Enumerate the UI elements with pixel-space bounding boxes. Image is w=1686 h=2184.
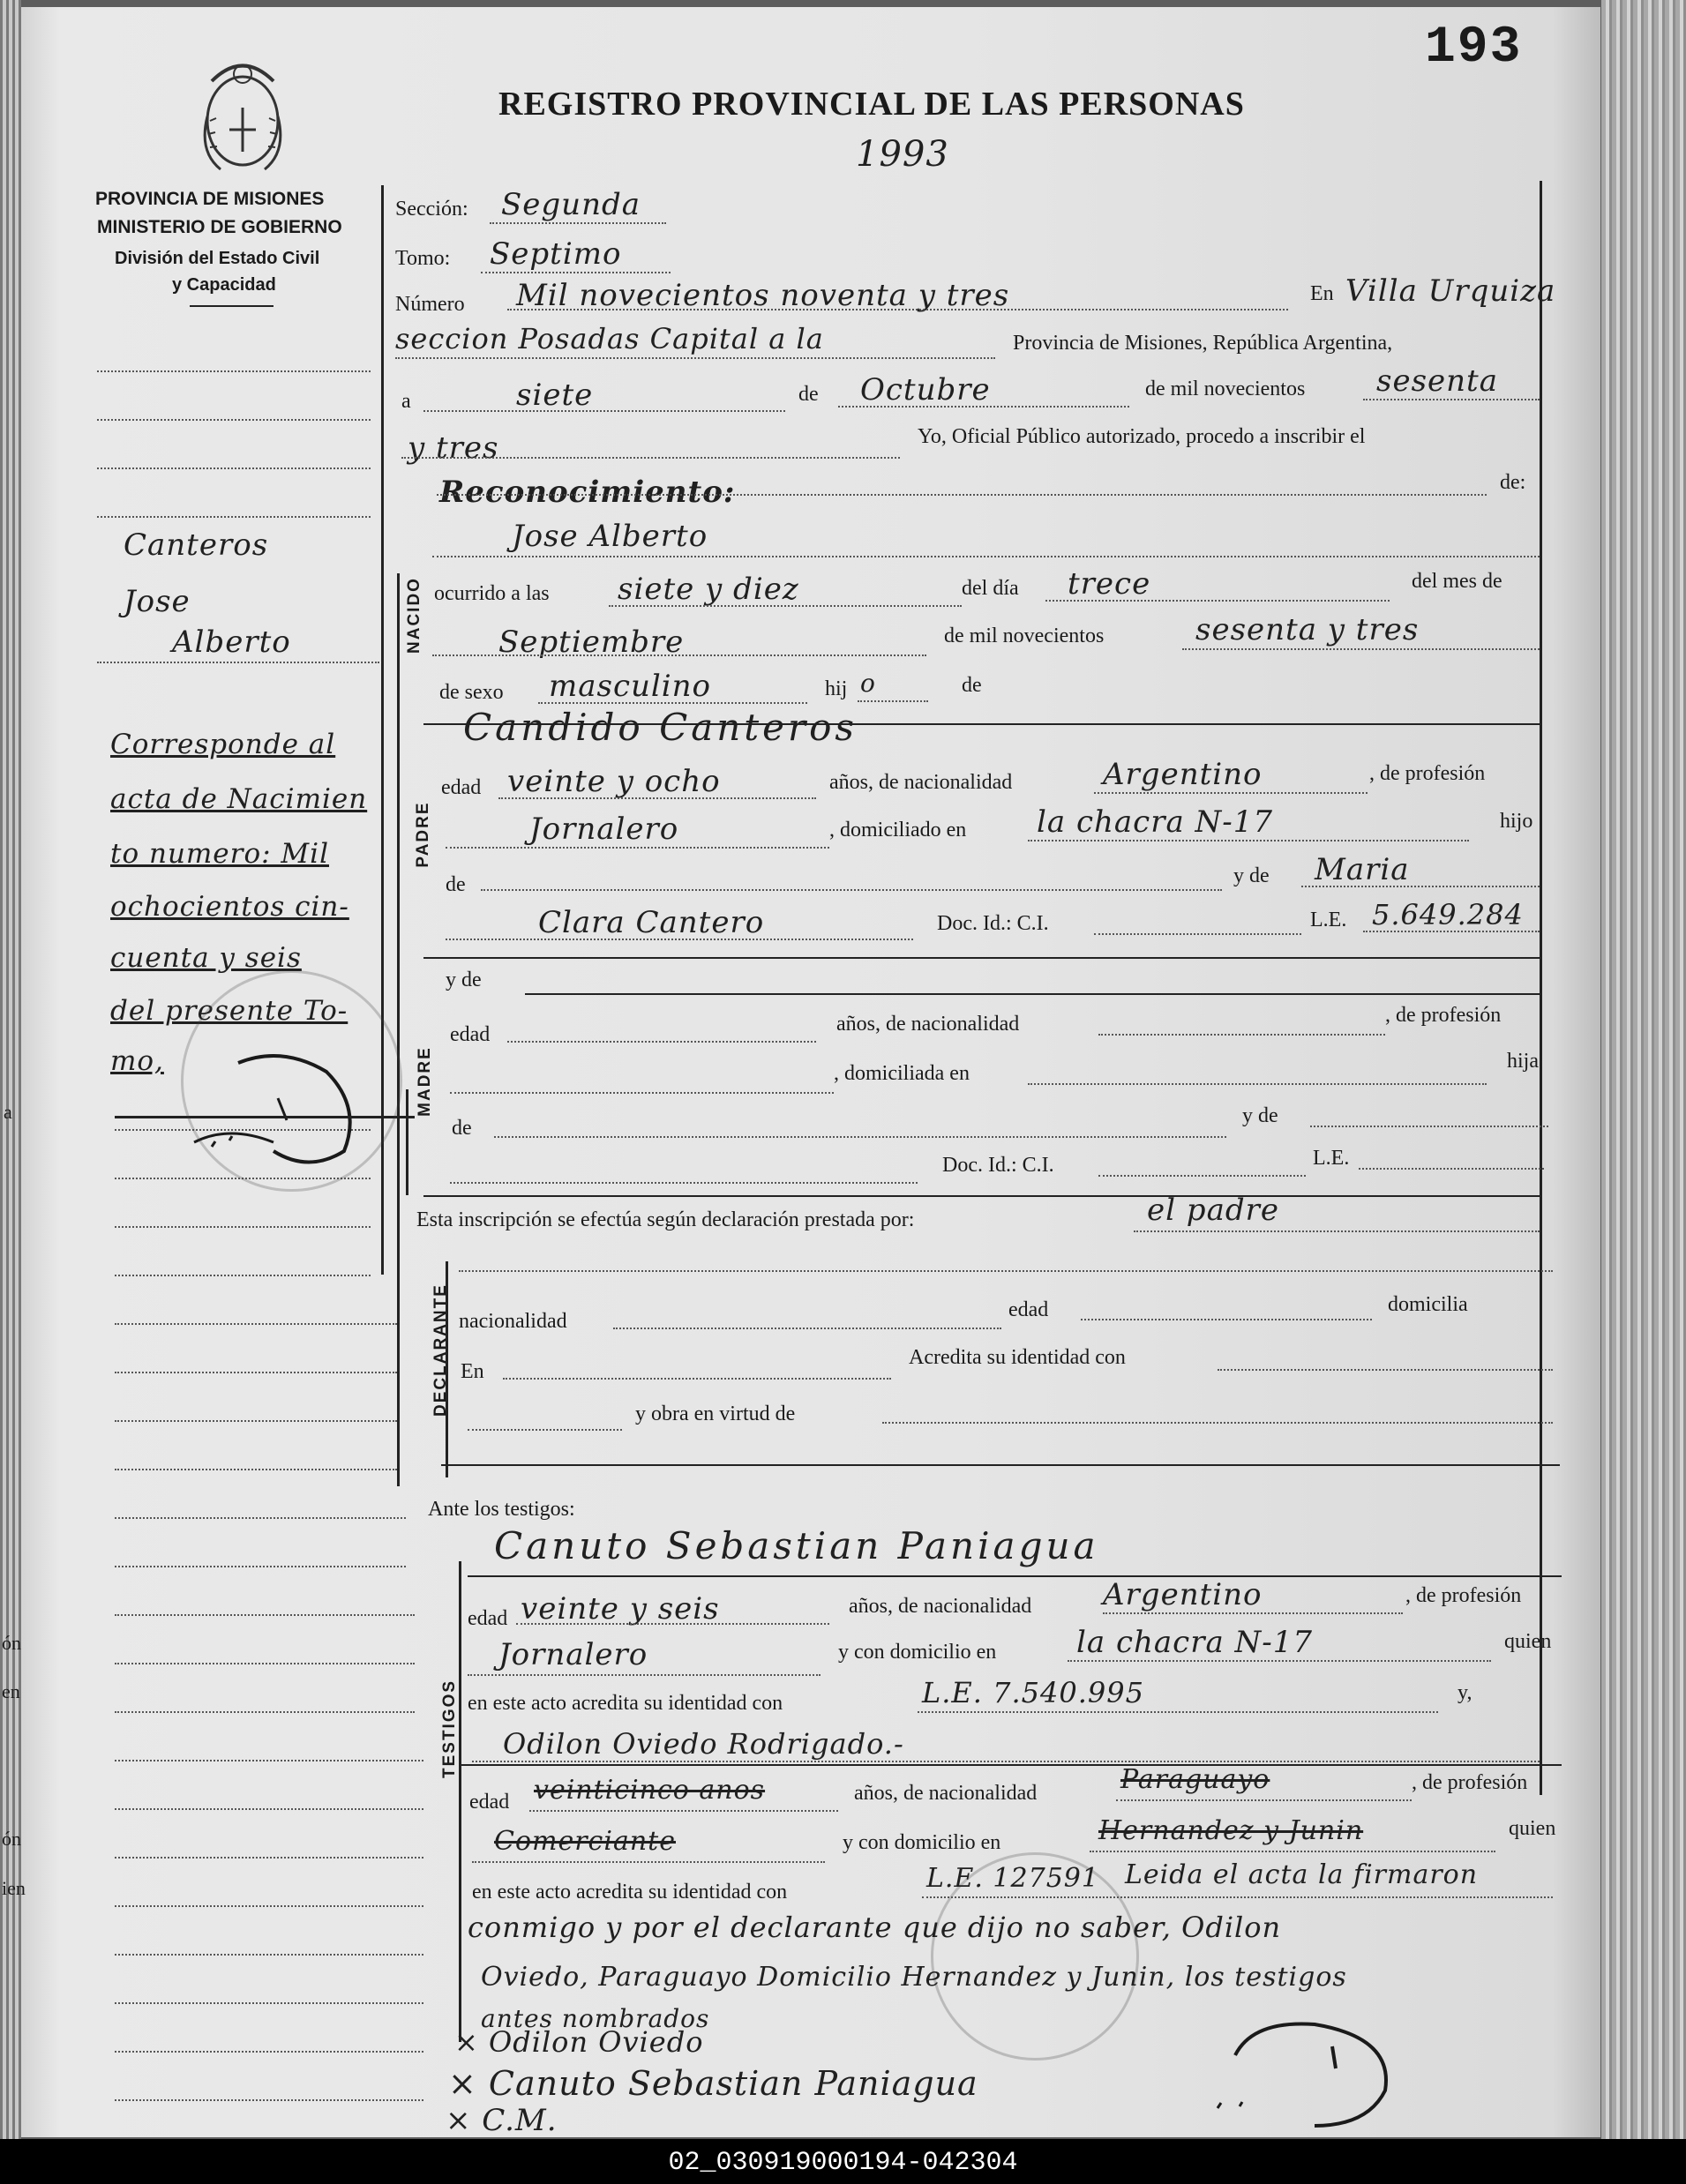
value-ano-b: y tres — [408, 430, 499, 466]
label-padre-nac: años, de nacionalidad — [829, 771, 1013, 794]
label-del-mes: del mes de — [1412, 570, 1502, 593]
section-label-madre: MADRE — [416, 1046, 434, 1117]
line-dec-nac — [613, 1328, 1001, 1329]
margin-note-line: ochocientos cin- — [110, 891, 349, 923]
value-t1-line2: Odilon Oviedo Rodrigado.- — [503, 1727, 904, 1761]
margin-line — [97, 662, 379, 663]
line-dec-edad — [1081, 1319, 1372, 1320]
margin-line — [115, 1954, 423, 1956]
section-label-padre: PADRE — [414, 801, 432, 868]
line-t1-doc — [918, 1711, 1438, 1713]
label-t1-edad: edad — [468, 1607, 508, 1630]
label-t2-quien: quien — [1509, 1817, 1556, 1840]
label-de-mil: de mil novecientos — [1145, 378, 1306, 400]
label-t1-quien: quien — [1504, 1630, 1552, 1653]
margin-line — [115, 1275, 371, 1276]
testigos-border — [459, 1561, 461, 2042]
label-madre-doc-id: Doc. Id.: C.I. — [942, 1154, 1054, 1177]
label-dec-en: En — [461, 1360, 484, 1383]
value-t1-doc: L.E. 7.540.995 — [922, 1676, 1144, 1709]
label-yo-oficial: Yo, Oficial Público autorizado, procedo a inscribir el — [918, 425, 1366, 448]
line-madre-nac — [1098, 1034, 1385, 1036]
line-padre-dom — [1028, 840, 1469, 841]
margin-line — [115, 1614, 415, 1616]
line-t1-edad — [516, 1623, 829, 1625]
label-madre-y-de-2: y de — [1242, 1104, 1278, 1127]
line-dec-obra — [882, 1422, 1553, 1424]
closing-line-4: antes nombrados — [481, 2004, 710, 2033]
line-t2-doc — [922, 1896, 1553, 1898]
line-madre-doc-id — [1098, 1175, 1306, 1177]
line-padre-de — [481, 889, 1222, 891]
margin-line — [97, 419, 371, 421]
label-seccion: Sección: — [395, 198, 468, 221]
line-madre-madre — [1310, 1126, 1548, 1127]
label-t1-nac: años, de nacionalidad — [849, 1595, 1032, 1618]
coat-of-arms-icon — [194, 55, 291, 178]
label-t2-edad: edad — [469, 1791, 510, 1814]
margin-line — [97, 516, 371, 518]
label-t1-y: y, — [1457, 1681, 1472, 1704]
label-a: a — [401, 390, 411, 413]
divider-madre — [423, 1195, 1542, 1197]
margin-line — [115, 1808, 423, 1810]
closing-line-3: Oviedo, Paraguayo Domicilio Hernandez y Junin, los testigos — [481, 1962, 1347, 1993]
margin-line — [115, 1517, 406, 1519]
value-en-place: Villa Urquiza — [1345, 273, 1556, 309]
line-t1-nombre — [468, 1575, 1562, 1577]
line-doc-id — [1094, 933, 1301, 935]
value-padre-nacionalidad: Argentino — [1103, 757, 1263, 792]
label-hija: hija — [1507, 1050, 1539, 1073]
label-tomo: Tomo: — [395, 247, 451, 270]
margin-note-line: Corresponde al — [110, 729, 336, 760]
value-padre-profesion: Jornalero — [529, 812, 679, 847]
value-hora: siete y diez — [618, 572, 799, 607]
margin-line — [115, 1857, 423, 1859]
label-dec-nacionalidad: nacionalidad — [459, 1310, 567, 1333]
value-t2-domicilio: Hernandez y Junin — [1098, 1815, 1364, 1846]
margin-line — [115, 1323, 397, 1325]
label-domiciliada: , domiciliada en — [834, 1062, 970, 1085]
margin-line — [115, 2099, 423, 2101]
line-mes-nac — [432, 654, 926, 656]
closing-line-2: conmigo y por el declarante que dijo no saber, Odilon — [468, 1911, 1282, 1944]
line-madre-nombre — [525, 993, 1540, 995]
line-t2-prof — [472, 1861, 825, 1863]
divider-testigos — [459, 1764, 1562, 1766]
value-ano-nac: sesenta y tres — [1195, 612, 1420, 647]
label-provincia: Provincia de Misiones, República Argentina, — [1013, 332, 1393, 355]
line-t1-nac — [1103, 1612, 1403, 1614]
value-t2-profesion: Comerciante — [494, 1826, 676, 1857]
edge-fragment: ón — [2, 1632, 21, 1654]
divider-declarante — [441, 1464, 1560, 1466]
margin-note-line: cuenta y seis — [110, 942, 302, 974]
value-t1-domicilio: la chacra N-17 — [1076, 1625, 1314, 1660]
line-t2-nac — [1116, 1799, 1412, 1801]
signature-2: × Canuto Sebastian Paniagua — [448, 2064, 978, 2103]
line-nombre — [432, 556, 1540, 557]
line-dec-doc — [468, 1429, 622, 1431]
margin-line — [115, 1420, 397, 1422]
madre-border-left — [406, 1089, 408, 1195]
label-t2-prof: , de profesión — [1412, 1771, 1528, 1794]
value-padre-nombre: Candido Canteros — [463, 706, 858, 749]
label-padre-edad: edad — [441, 776, 482, 799]
label-dec-acredita: Acredita su identidad con — [909, 1346, 1126, 1369]
line-numero — [507, 309, 1288, 310]
label-de-mil-2: de mil novecientos — [944, 625, 1105, 647]
section-label-nacido: NACIDO — [405, 577, 423, 654]
line-sexo — [538, 702, 807, 704]
line-padre-madre-2 — [446, 939, 913, 940]
line-acto — [437, 494, 1487, 496]
value-t1-nombre: Canuto Sebastian Paniagua — [494, 1524, 1099, 1567]
label-domiciliado: , domiciliado en — [829, 819, 967, 841]
province-heading: PROVINCIA DE MISIONES — [95, 189, 325, 209]
label-madre-y-de: y de — [446, 969, 482, 991]
section-border — [397, 573, 400, 1486]
margin-line — [115, 2051, 423, 2053]
line-hij — [858, 700, 928, 702]
label-del-dia: del día — [962, 577, 1019, 600]
edge-fragment: ón — [2, 1828, 21, 1850]
label-t1-en-este-acto: en este acto acredita su identidad con — [468, 1692, 783, 1715]
edge-fragment: a — [4, 1101, 12, 1123]
label-dec-edad: edad — [1008, 1298, 1049, 1321]
book-binding-left — [0, 0, 21, 2139]
value-padre-madre-2: Clara Cantero — [538, 905, 765, 940]
seal-stamp — [181, 970, 402, 1192]
value-hij-suffix: o — [860, 669, 876, 698]
line-t2-dom — [1090, 1851, 1495, 1852]
margin-surname: Canteros — [124, 527, 269, 563]
official-signature — [1129, 2002, 1420, 2135]
label-t2-nac: años, de nacionalidad — [854, 1782, 1038, 1805]
label-madre-nac: años, de nacionalidad — [836, 1013, 1020, 1036]
value-sexo: masculino — [549, 669, 712, 704]
section-label-testigos: TESTIGOS — [440, 1679, 459, 1778]
margin-line — [115, 1372, 397, 1373]
value-t2-doc: L.E. 127591 — [926, 1863, 1099, 1894]
line-mes — [838, 406, 1129, 408]
line-le — [1363, 931, 1540, 932]
line-tomo — [481, 272, 671, 273]
line-madre-doc — [450, 1182, 918, 1184]
margin-line — [115, 2002, 423, 2004]
value-padre-le: 5.649.284 — [1372, 898, 1524, 931]
line-madre-edad — [507, 1041, 816, 1043]
label-de-sexo: de sexo — [439, 681, 504, 704]
label-doc-id: Doc. Id.: C.I. — [937, 912, 1049, 935]
line-madre-prof — [450, 1092, 834, 1094]
line-dec-en — [503, 1378, 891, 1380]
label-t1-prof: , de profesión — [1405, 1584, 1522, 1607]
value-t2-edad: veinticinco anos — [534, 1775, 766, 1806]
margin-line — [115, 1760, 423, 1761]
label-de-colon: de: — [1500, 471, 1526, 494]
value-seccion: Segunda — [501, 187, 641, 222]
line-declarante-nombre — [459, 1270, 1553, 1272]
value-acto: Reconocimiento: — [439, 475, 736, 510]
year-handwritten: 1993 — [856, 134, 949, 175]
label-hijo: hijo — [1500, 810, 1533, 833]
line-dec-acredita — [1218, 1369, 1553, 1371]
line-padre-prof — [446, 847, 829, 849]
line-padre-nac — [1094, 792, 1368, 794]
line-t1-dom — [1068, 1660, 1491, 1662]
label-ocurrido: ocurrido a las — [434, 582, 550, 605]
margin-line — [115, 1226, 371, 1228]
line-dia — [423, 410, 785, 412]
margin-note-line: del presente To- — [110, 995, 348, 1027]
value-padre-domicilio: la chacra N-17 — [1037, 804, 1274, 840]
label-padre-de: de — [446, 873, 466, 896]
label-madre-prof: , de profesión — [1385, 1004, 1502, 1027]
value-t1-nacionalidad: Argentino — [1103, 1577, 1263, 1612]
value-t2-nacionalidad: Paraguayo — [1120, 1764, 1270, 1795]
label-madre-le: L.E. — [1313, 1147, 1350, 1170]
line-dia-nac — [1045, 600, 1390, 602]
value-dia-inscripcion: siete — [516, 378, 594, 413]
label-madre-edad: edad — [450, 1023, 491, 1046]
line-hora — [609, 605, 962, 607]
value-padre-madre: Maria — [1315, 852, 1410, 887]
signature-1-text: Odilon Oviedo — [488, 2025, 704, 2059]
line-ano-b — [401, 457, 900, 459]
margin-note-line: acta de Nacimien — [110, 783, 368, 815]
value-nombre: Jose Alberto — [512, 519, 708, 554]
value-t1-profesion: Jornalero — [498, 1637, 648, 1672]
signature-3: × C.M. — [446, 2103, 558, 2138]
label-de: de — [798, 383, 819, 406]
register-title: REGISTRO PROVINCIAL DE LAS PERSONAS — [498, 86, 1245, 123]
label-y-de: y de — [1233, 864, 1270, 887]
line-padre-madre — [1301, 886, 1540, 887]
footer-id: 02_030919000194-042304 — [668, 2148, 1018, 2178]
label-dec-domicilia: domicilia — [1388, 1293, 1468, 1316]
label-t2-en-este-acto: en este acto acredita su identidad con — [472, 1881, 788, 1904]
line-madre-le — [1359, 1168, 1544, 1170]
value-seccion-line: seccion Posadas Capital a la — [395, 322, 824, 355]
closing-line-1: Leida el acta la firmaron — [1125, 1859, 1479, 1890]
label-esta-inscripcion: Esta inscripción se efectúa según declaración prestada por: — [416, 1208, 915, 1231]
label-numero: Número — [395, 293, 465, 316]
margin-line — [115, 1469, 397, 1470]
margin-note-line: to numero: Mil — [110, 838, 329, 870]
line-t2-edad — [529, 1810, 838, 1812]
label-en: En — [1310, 282, 1334, 305]
section-label-declarante: DECLARANTE — [431, 1283, 450, 1417]
value-mes-inscripcion: Octubre — [860, 372, 991, 408]
division-underline — [190, 305, 274, 307]
line-seccion — [490, 222, 666, 224]
label-t2-domicilio: y con domicilio en — [843, 1831, 1001, 1854]
margin-first-name: Jose — [124, 584, 191, 619]
line-madre-dom — [1028, 1083, 1487, 1085]
label-madre-de: de — [452, 1117, 472, 1140]
division-line-1: División del Estado Civil — [115, 249, 320, 268]
value-dia-nac: trece — [1068, 566, 1151, 602]
line-t1-line2 — [472, 1761, 1540, 1762]
value-tomo: Septimo — [490, 236, 622, 272]
margin-line — [115, 1663, 415, 1664]
line-ano — [1363, 399, 1540, 400]
margin-line — [115, 1711, 415, 1713]
value-t1-edad: veinte y seis — [521, 1591, 720, 1627]
label-le: L.E. — [1310, 909, 1347, 931]
margin-line — [115, 1905, 423, 1907]
margin-line — [115, 1566, 406, 1567]
division-line-2: y Capacidad — [172, 275, 276, 295]
label-hij: hij — [825, 677, 848, 700]
line-madre-de — [494, 1136, 1226, 1138]
signature-1: × Odilon Oviedo — [454, 2025, 704, 2059]
label-ante-testigos: Ante los testigos: — [428, 1498, 575, 1521]
label-padre-prof: , de profesión — [1369, 762, 1486, 785]
label-t1-domicilio: y con domicilio en — [838, 1641, 997, 1664]
margin-line — [97, 370, 371, 372]
margin-line — [97, 467, 371, 469]
line-ano-nac — [1182, 648, 1540, 650]
edge-fragment: ien — [2, 1877, 26, 1899]
value-ano-a: sesenta — [1376, 363, 1498, 399]
line-declarante — [1134, 1230, 1540, 1232]
label-dec-y-obra: y obra en virtud de — [635, 1402, 796, 1425]
line-t1-prof — [468, 1674, 821, 1676]
value-declarante: el padre — [1147, 1193, 1279, 1228]
label-de-2: de — [962, 674, 982, 697]
margin-note-line: mo, — [110, 1045, 164, 1077]
margin-second-name: Alberto — [172, 625, 291, 660]
value-numero: Mil novecientos noventa y tres — [516, 278, 1010, 313]
value-mes-nac: Septiembre — [498, 625, 685, 660]
ministry-heading: MINISTERIO DE GOBIERNO — [97, 217, 342, 237]
book-pages-edge — [1601, 0, 1686, 2139]
signature-3-text: C.M. — [482, 2103, 558, 2138]
divider-padre — [423, 957, 1542, 959]
image-footer — [0, 2139, 1686, 2184]
edge-fragment: en — [2, 1680, 20, 1702]
line-padre-edad — [498, 797, 816, 799]
signature-2-text: Canuto Sebastian Paniagua — [488, 2064, 978, 2103]
right-border — [1540, 181, 1542, 1795]
value-padre-edad: veinte y ocho — [507, 764, 721, 799]
page-number: 193 — [1425, 19, 1523, 77]
line-seccion-2 — [395, 357, 995, 359]
